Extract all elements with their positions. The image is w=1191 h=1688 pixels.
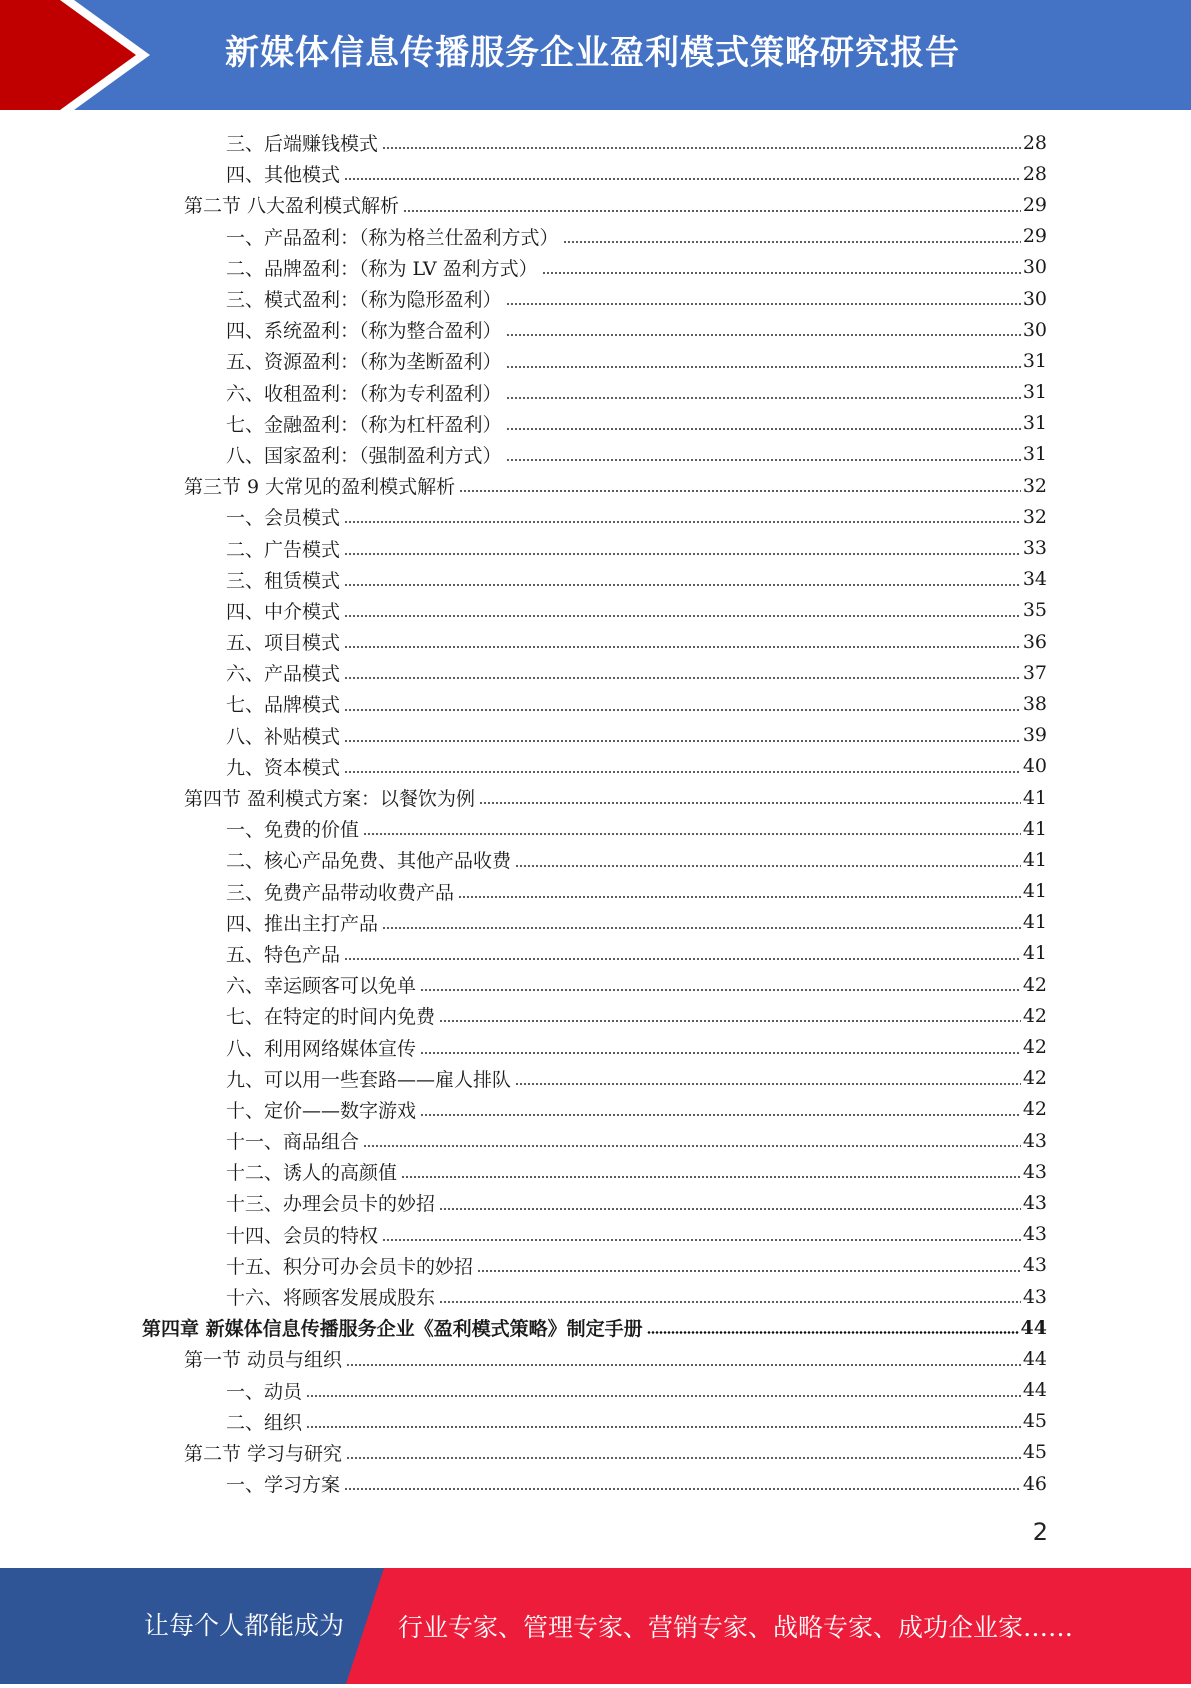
toc-dot-leader [382,1239,1021,1241]
toc-dot-leader [382,147,1021,149]
toc-entry[interactable] [0,1219,1191,1250]
toc-entry-page: 41 [1022,911,1047,934]
toc-dot-leader [344,521,1021,523]
toc-entry[interactable] [0,1437,1191,1468]
toc-entry-page: 41 [1022,880,1047,903]
toc-entry[interactable] [0,751,1191,782]
table-of-contents [0,127,1191,1499]
toc-dot-leader [344,771,1021,773]
toc-entry-page: 31 [1022,412,1047,435]
toc-entry[interactable] [0,876,1191,907]
toc-entry[interactable] [0,782,1191,813]
toc-entry-title: 三、模式盈利：（称为隐形盈利） [226,289,502,312]
toc-dot-leader [344,584,1021,586]
toc-dot-leader [344,677,1021,679]
toc-entry-title: 一、学习方案 [226,1474,341,1497]
toc-entry[interactable] [0,907,1191,938]
toc-entry[interactable] [0,408,1191,439]
toc-entry[interactable] [0,345,1191,376]
toc-entry-page: 43 [1022,1285,1047,1308]
toc-entry[interactable] [0,1343,1191,1374]
toc-entry-page: 44 [1022,1379,1047,1402]
toc-entry-title: 三、租赁模式 [226,569,341,592]
toc-dot-leader [344,178,1021,180]
toc-entry[interactable] [0,439,1191,470]
toc-entry[interactable] [0,158,1191,189]
toc-entry-title: 二、组织 [226,1411,303,1434]
toc-dot-leader [439,1301,1021,1303]
toc-entry[interactable] [0,1406,1191,1437]
toc-entry-title: 十三、办理会员卡的妙招 [226,1193,436,1216]
toc-entry-page: 45 [1022,1410,1047,1433]
toc-entry[interactable] [0,532,1191,563]
toc-entry[interactable] [0,1063,1191,1094]
toc-entry-page: 39 [1022,724,1047,747]
toc-entry-page: 29 [1022,225,1047,248]
toc-dot-leader [344,615,1021,617]
toc-entry-page: 41 [1022,817,1047,840]
toc-dot-leader [363,1145,1021,1147]
toc-entry-title: 十二、诱人的高颜值 [226,1162,398,1185]
toc-dot-leader [346,1364,1021,1366]
toc-dot-leader [515,1083,1021,1085]
toc-entry[interactable] [0,283,1191,314]
toc-dot-leader [479,802,1021,804]
toc-dot-leader [420,989,1021,991]
toc-entry-title: 十五、积分可办会员卡的妙招 [226,1255,474,1278]
toc-dot-leader [346,1457,1021,1459]
toc-dot-leader [344,646,1021,648]
toc-entry-title: 第二节 八大盈利模式解析 [184,195,400,218]
toc-entry-page: 44 [1022,1347,1047,1370]
toc-entry-title: 二、广告模式 [226,538,341,561]
toc-entry-page: 45 [1022,1441,1047,1464]
toc-dot-leader [506,303,1021,305]
toc-entry[interactable] [0,189,1191,220]
toc-entry-title: 八、利用网络媒体宣传 [226,1037,417,1060]
toc-dot-leader [403,210,1021,212]
toc-dot-leader [506,366,1021,368]
toc-entry-title: 三、后端赚钱模式 [226,133,379,156]
toc-entry[interactable] [0,1156,1191,1187]
toc-dot-leader [382,927,1021,929]
toc-entry-title: 一、会员模式 [226,507,341,530]
toc-entry-title: 七、金融盈利：（称为杠杆盈利） [226,413,502,436]
toc-entry[interactable] [0,252,1191,283]
toc-entry-page: 43 [1022,1223,1047,1246]
toc-entry-page: 35 [1022,599,1047,622]
toc-entry-title: 五、资源盈利：（称为垄断盈利） [226,351,502,374]
toc-entry-page: 43 [1022,1191,1047,1214]
page-number: 2 [1032,1518,1048,1546]
toc-entry-title: 四、其他模式 [226,164,341,187]
toc-dot-leader [515,865,1021,867]
toc-dot-leader [439,1020,1021,1022]
toc-dot-leader [459,490,1021,492]
toc-entry[interactable] [0,688,1191,719]
toc-entry-title: 一、免费的价值 [226,819,360,842]
toc-entry-title: 四、推出主打产品 [226,912,379,935]
toc-entry-page: 36 [1022,630,1047,653]
toc-entry[interactable] [0,1000,1191,1031]
toc-dot-leader [506,428,1021,430]
toc-entry-title: 八、补贴模式 [226,725,341,748]
toc-entry-page: 34 [1022,568,1047,591]
toc-dot-leader [477,1270,1021,1272]
toc-entry-page: 40 [1022,755,1047,778]
toc-entry-page: 28 [1022,162,1047,185]
toc-entry-title: 第一节 动员与组织 [184,1349,343,1372]
toc-entry-page: 42 [1022,1067,1047,1090]
toc-entry-page: 41 [1022,848,1047,871]
toc-entry-title: 九、资本模式 [226,756,341,779]
toc-entry-title: 六、幸运顾客可以免单 [226,975,417,998]
toc-entry-page: 31 [1022,349,1047,372]
toc-entry-title: 一、产品盈利：（称为格兰仕盈利方式） [226,226,559,249]
toc-dot-leader [506,397,1021,399]
toc-dot-leader [563,241,1021,243]
toc-dot-leader [344,1488,1021,1490]
toc-entry-title: 六、产品模式 [226,663,341,686]
toc-entry-title: 五、特色产品 [226,943,341,966]
toc-entry[interactable] [0,969,1191,1000]
toc-entry[interactable] [0,501,1191,532]
toc-entry-page: 29 [1022,193,1047,216]
toc-entry-title: 九、可以用一些套路——雇人排队 [226,1068,512,1091]
toc-entry-title: 二、品牌盈利：（称为 LV 盈利方式） [226,257,538,280]
toc-entry-title: 六、收租盈利：（称为专利盈利） [226,382,502,405]
toc-entry[interactable] [0,626,1191,657]
toc-entry-page: 31 [1022,381,1047,404]
toc-entry[interactable] [0,813,1191,844]
toc-entry-page: 28 [1022,131,1047,154]
toc-entry[interactable] [0,470,1191,501]
toc-entry[interactable] [0,1468,1191,1499]
toc-entry-page: 41 [1022,942,1047,965]
toc-dot-leader [344,740,1021,742]
header-banner [0,0,1191,110]
toc-entry-page: 30 [1022,318,1047,341]
toc-dot-leader [344,709,1021,711]
toc-entry-title: 第四章 新媒体信息传播服务企业《盈利模式策略》制定手册 [142,1318,643,1341]
toc-dot-leader [542,272,1021,274]
toc-entry[interactable] [0,657,1191,688]
toc-dot-leader [401,1176,1021,1178]
footer-banner [0,1568,1191,1684]
toc-dot-leader [439,1208,1021,1210]
toc-entry-title: 二、核心产品免费、其他产品收费 [226,850,512,873]
footer-slogan-left: 让每个人都能成为 [144,1611,345,1640]
toc-entry[interactable] [0,1250,1191,1281]
toc-dot-leader [506,459,1021,461]
toc-entry[interactable] [0,1281,1191,1312]
toc-entry-page: 37 [1022,661,1047,684]
toc-entry-title: 三、免费产品带动收费产品 [226,881,455,904]
toc-dot-leader [458,896,1021,898]
toc-entry[interactable] [0,221,1191,252]
toc-entry-page: 44 [1020,1316,1047,1339]
toc-entry-page: 43 [1022,1160,1047,1183]
footer-slogan-right: 行业专家、管理专家、营销专家、战略专家、成功企业家…… [398,1613,1074,1642]
toc-entry[interactable] [0,1125,1191,1156]
toc-entry-page: 32 [1022,474,1047,497]
toc-entry-page: 42 [1022,973,1047,996]
toc-entry-title: 四、系统盈利：（称为整合盈利） [226,320,502,343]
toc-entry-title: 十四、会员的特权 [226,1224,379,1247]
toc-dot-leader [506,334,1021,336]
toc-entry[interactable] [0,1312,1191,1343]
toc-entry[interactable] [0,127,1191,158]
toc-entry[interactable] [0,1031,1191,1062]
toc-entry-page: 30 [1022,287,1047,310]
toc-entry-title: 一、动员 [226,1380,303,1403]
toc-entry-page: 41 [1022,786,1047,809]
toc-entry[interactable] [0,314,1191,345]
toc-entry-page: 43 [1022,1129,1047,1152]
toc-dot-leader [344,553,1021,555]
toc-entry[interactable] [0,564,1191,595]
toc-entry[interactable] [0,1094,1191,1125]
toc-entry-title: 四、中介模式 [226,600,341,623]
toc-entry[interactable] [0,595,1191,626]
toc-entry-title: 七、品牌模式 [226,694,341,717]
toc-entry-page: 42 [1022,1004,1047,1027]
toc-entry-page: 31 [1022,443,1047,466]
toc-entry-page: 38 [1022,692,1047,715]
toc-entry[interactable] [0,938,1191,969]
toc-entry-page: 30 [1022,256,1047,279]
toc-entry-title: 十一、商品组合 [226,1131,360,1154]
toc-entry[interactable] [0,1375,1191,1406]
toc-entry-title: 五、项目模式 [226,632,341,655]
toc-entry[interactable] [0,844,1191,875]
toc-dot-leader [647,1331,1019,1334]
toc-entry-page: 43 [1022,1254,1047,1277]
toc-entry-page: 46 [1022,1472,1047,1495]
toc-dot-leader [306,1395,1021,1397]
toc-dot-leader [344,958,1021,960]
report-title: 新媒体信息传播服务企业盈利模式策略研究报告 [225,33,960,73]
toc-entry-title: 第三节 9 大常见的盈利模式解析 [184,476,456,499]
toc-dot-leader [363,833,1021,835]
toc-entry-title: 十六、将顾客发展成股东 [226,1287,436,1310]
toc-entry-title: 第四节 盈利模式方案：以餐饮为例 [184,788,476,811]
toc-entry-page: 42 [1022,1036,1047,1059]
toc-entry[interactable] [0,1187,1191,1218]
toc-entry-page: 42 [1022,1098,1047,1121]
toc-entry-title: 十、定价——数字游戏 [226,1099,417,1122]
toc-dot-leader [420,1052,1021,1054]
toc-entry-title: 八、国家盈利：（强制盈利方式） [226,444,502,467]
toc-dot-leader [420,1114,1021,1116]
toc-dot-leader [306,1426,1021,1428]
toc-entry-title: 七、在特定的时间内免费 [226,1006,436,1029]
toc-entry[interactable] [0,720,1191,751]
toc-entry-page: 32 [1022,505,1047,528]
toc-entry-title: 第二节 学习与研究 [184,1442,343,1465]
toc-entry-page: 33 [1022,537,1047,560]
toc-entry[interactable] [0,377,1191,408]
